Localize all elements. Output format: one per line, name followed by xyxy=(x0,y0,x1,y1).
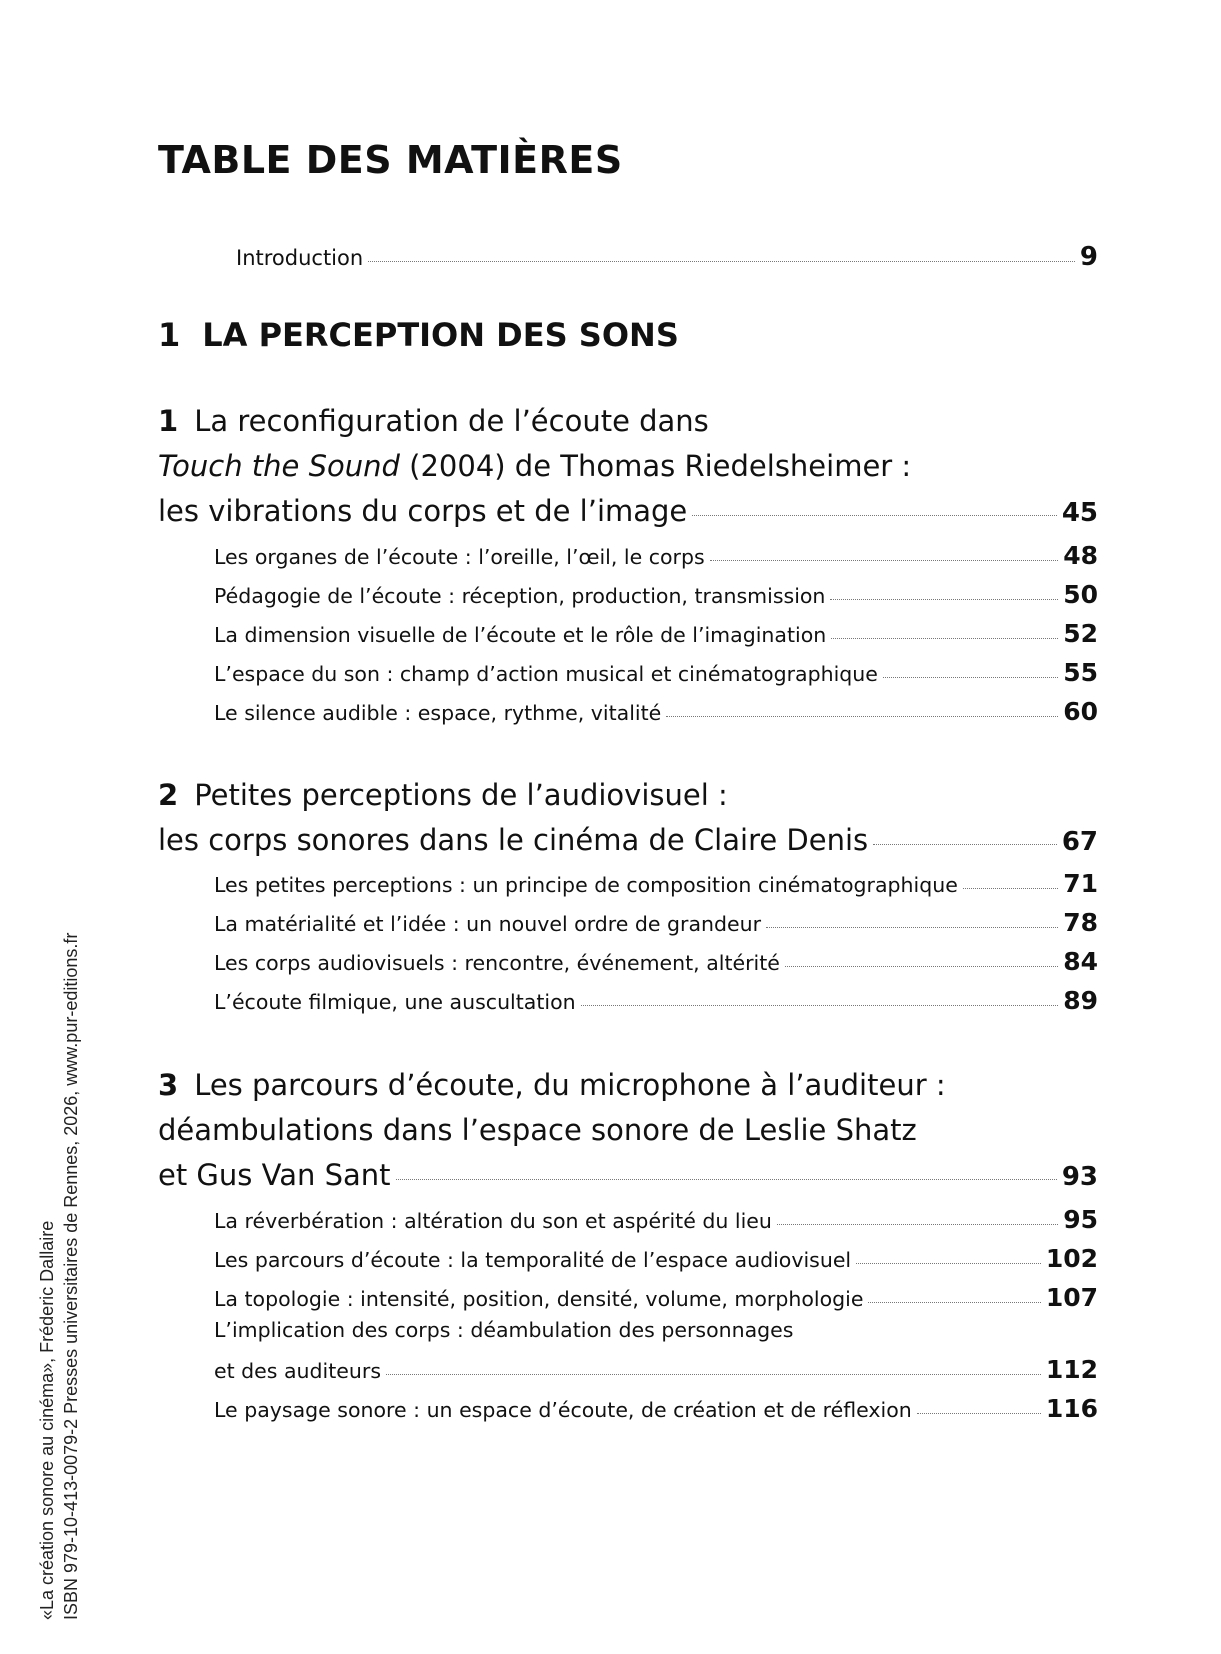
chapter-number: 1 xyxy=(158,404,179,438)
toc-entry[interactable]: Pédagogie de l’écoute : réception, production, transmission 50 xyxy=(214,580,1098,609)
part-heading xyxy=(158,316,679,354)
sidebar-line-1: «La création sonore au cinéma», Fréderic Dallaire xyxy=(37,1220,57,1620)
toc-entry[interactable]: La réverbération : altération du son et aspérité du lieu 95 xyxy=(214,1205,1098,1234)
dot-leader xyxy=(692,515,1057,516)
entry-page: 9 xyxy=(1079,242,1098,272)
toc-entry[interactable]: La matérialité et l’idée : un nouvel ordre de grandeur 78 xyxy=(214,908,1098,937)
chapter-1-title-line1[interactable]: 1 La reconfiguration de l’écoute dans xyxy=(158,404,709,438)
chapter-number: 2 xyxy=(158,778,179,812)
entry-page: 45 xyxy=(1061,498,1098,528)
copyright-sidebar xyxy=(35,720,83,1620)
toc-entry[interactable]: La topologie : intensité, position, densité, volume, morphologie 107 xyxy=(214,1283,1098,1312)
toc-entry[interactable]: Les organes de l’écoute : l’oreille, l’œil, le corps 48 xyxy=(214,541,1098,570)
dot-leader xyxy=(963,888,1058,889)
toc-entry[interactable]: L’écoute filmique, une auscultation 89 xyxy=(214,986,1098,1015)
entry-page: 67 xyxy=(1061,827,1098,857)
chapter-number: 3 xyxy=(158,1068,179,1102)
dot-leader xyxy=(868,1302,1040,1303)
chapter-3-title-line3[interactable]: et Gus Van Sant 93 xyxy=(158,1158,1098,1192)
sidebar-line-2: ISBN 979-10-413-0079-2 Presses universitaires de Rennes, 2026, www.pur-editions.fr xyxy=(61,932,81,1620)
toc-entry[interactable]: et des auditeurs 112 xyxy=(214,1355,1098,1384)
toc-entry[interactable]: Les parcours d’écoute : la temporalité de l’espace audiovisuel 102 xyxy=(214,1244,1098,1273)
page-title: TABLE DES MATIÈRES xyxy=(158,138,623,182)
entry-page: 93 xyxy=(1061,1162,1098,1192)
chapter-1-title-line3[interactable]: les vibrations du corps et de l’image 45 xyxy=(158,494,1098,528)
dot-leader xyxy=(777,1224,1058,1225)
dot-leader xyxy=(830,599,1058,600)
dot-leader xyxy=(873,844,1057,845)
dot-leader xyxy=(831,638,1058,639)
entry-label: Introduction xyxy=(236,246,364,270)
toc-entry[interactable]: Le paysage sonore : un espace d’écoute, de création et de réflexion 116 xyxy=(214,1394,1098,1423)
film-title: Touch the Sound xyxy=(158,449,400,483)
dot-leader xyxy=(666,716,1058,717)
toc-entry[interactable]: Le silence audible : espace, rythme, vitalité 60 xyxy=(214,697,1098,726)
dot-leader xyxy=(368,261,1075,262)
dot-leader xyxy=(883,677,1058,678)
toc-entry[interactable]: L’espace du son : champ d’action musical et cinématographique 55 xyxy=(214,658,1098,687)
dot-leader xyxy=(917,1413,1041,1414)
toc-entry[interactable]: La dimension visuelle de l’écoute et le rôle de l’imagination 52 xyxy=(214,619,1098,648)
dot-leader xyxy=(581,1005,1059,1006)
chapter-2-title-line1[interactable]: 2 Petites perceptions de l’audiovisuel : xyxy=(158,778,728,812)
toc-entry-introduction[interactable] xyxy=(236,242,1098,272)
chapter-1-title-line2[interactable]: Touch the Sound (2004) de Thomas Riedelsheimer : xyxy=(158,449,912,483)
dot-leader xyxy=(386,1374,1041,1375)
part-number: 1 xyxy=(158,316,181,354)
chapter-3-title-line1[interactable]: 3 Les parcours d’écoute, du microphone à l’auditeur : xyxy=(158,1068,946,1102)
dot-leader xyxy=(710,560,1059,561)
chapter-3-title-line2[interactable]: déambulations dans l’espace sonore de Leslie Shatz xyxy=(158,1113,917,1147)
toc-entry-multiline-line1[interactable]: L’implication des corps : déambulation des personnages xyxy=(214,1318,794,1342)
dot-leader xyxy=(856,1263,1041,1264)
chapter-2-title-line2[interactable]: les corps sonores dans le cinéma de Claire Denis 67 xyxy=(158,823,1098,857)
dot-leader xyxy=(785,966,1058,967)
dot-leader xyxy=(396,1179,1057,1180)
toc-entry[interactable]: Les corps audiovisuels : rencontre, événement, altérité 84 xyxy=(214,947,1098,976)
dot-leader xyxy=(766,927,1058,928)
toc-entry[interactable]: Les petites perceptions : un principe de composition cinématographique 71 xyxy=(214,869,1098,898)
part-title: LA PERCEPTION DES SONS xyxy=(202,316,679,354)
